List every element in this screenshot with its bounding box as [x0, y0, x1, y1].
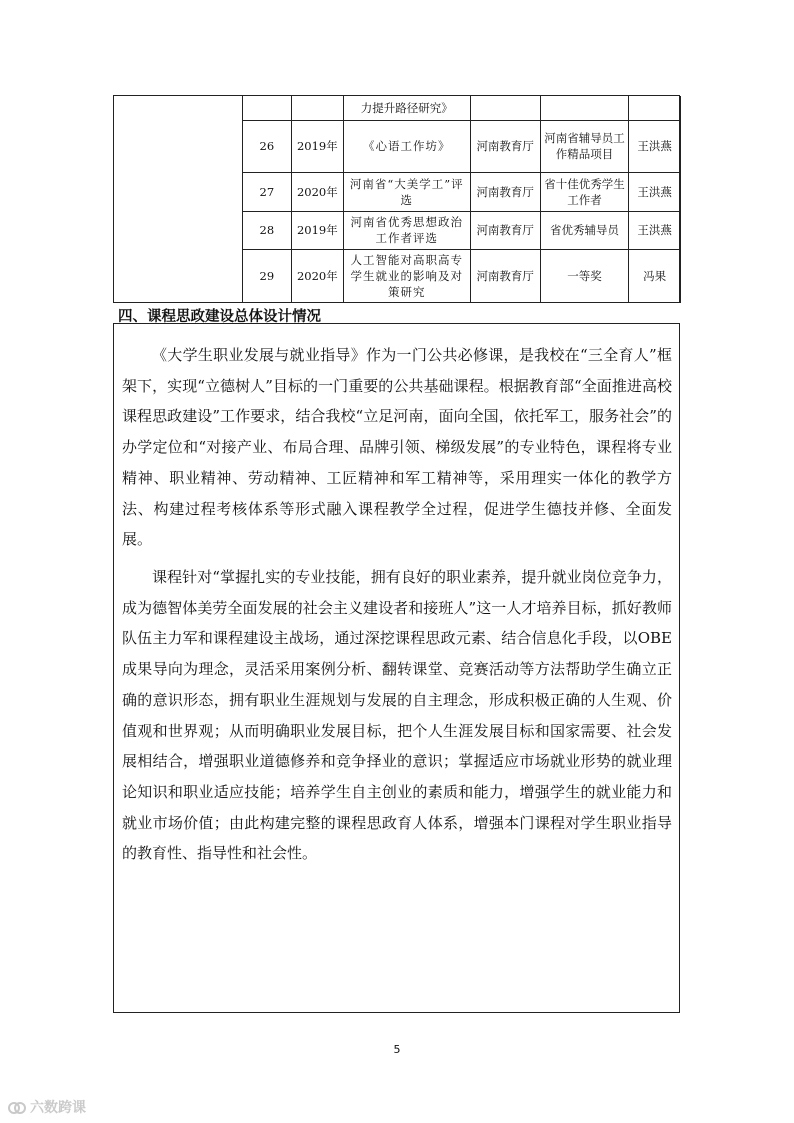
issuer-cell: 河南教育厅: [470, 211, 540, 249]
row-number: 27: [243, 172, 291, 211]
person-cell: 王洪燕: [629, 211, 680, 249]
issuer-cell: 河南教育厅: [470, 249, 540, 303]
name-cell: 河南省优秀思想政治工作者评选: [343, 211, 470, 249]
watermark-text: 六数跨课: [30, 1100, 86, 1116]
design-description-box: [113, 323, 680, 1013]
issuer-cell: 河南教育厅: [470, 120, 540, 172]
name-cell: 人工智能对高职高专学生就业的影响及对策研究: [343, 249, 470, 303]
award-cell: 一等奖: [540, 249, 628, 303]
name-cell: 力提升路径研究》: [343, 96, 470, 120]
name-cell: 《心语工作坊》: [343, 120, 470, 172]
name-cell: 河南省“大美学工”评选: [343, 172, 470, 211]
year-cell: 2019年: [291, 120, 343, 172]
year-cell: 2019年: [291, 211, 343, 249]
row-number: 28: [243, 211, 291, 249]
watermark-logo-icon: [8, 1101, 26, 1115]
table-row: [243, 96, 680, 120]
page-number: 5: [393, 1043, 401, 1056]
award-cell: 省优秀辅导员: [540, 211, 628, 249]
table-row: [243, 211, 680, 249]
section-title: 四、课程思政建设总体设计情况: [118, 309, 321, 325]
paragraph-1: 《大学生职业发展与就业指导》作为一门公共必修课，是我校在“三全育人”框架下，实现“立德树人”目标的一门重要的公共基础课程。根据教育部“全面推进高校课程思政建设”工作要求，结合我校“立足河南，面向全国，依托军工，服务社会”的办学定位和“对接产业、布局合理、品牌引领、梯级发展”的专业特色，课程将专业精神、职业精神、劳动精神、工匠精神和军工精神等，采用理实一体化的教学方法、构建过程考核体系等形式融入课程教学全过程，促进学生德技并修、全面发展。: [122, 346, 672, 549]
year-cell: 2020年: [291, 172, 343, 211]
award-cell: 省十佳优秀学生工作者: [540, 172, 628, 211]
awards-table-container: [113, 95, 680, 303]
person-cell: 王洪燕: [629, 172, 680, 211]
awards-table: [242, 96, 681, 303]
issuer-cell: 河南教育厅: [470, 172, 540, 211]
year-cell: 2020年: [291, 249, 343, 303]
award-cell: 河南省辅导员工作精品项目: [540, 120, 628, 172]
table-row: [243, 172, 680, 211]
person-cell: 冯果: [629, 249, 680, 303]
row-number: 29: [243, 249, 291, 303]
person-cell: 王洪燕: [629, 120, 680, 172]
table-row: [243, 120, 680, 172]
watermark: [8, 1097, 86, 1117]
table-row: [243, 249, 680, 303]
row-number: 26: [243, 120, 291, 172]
paragraph-2: 课程针对“掌握扎实的专业技能，拥有良好的职业素养，提升就业岗位竞争力，成为德智体美劳全面发展的社会主义建设者和接班人”这一人才培养目标，抓好教师队伍主力军和课程建设主战场，通过深挖课程思政元素、结合信息化手段，以OBE成果导向为理念，灵活采用案例分析、翻转课堂、竞赛活动等方法帮助学生确立正确的意识形态，拥有职业生涯规划与发展的自主理念，形成积极正确的人生观、价值观和世界观；从而明确职业发展目标，把个人生涯发展目标和国家需要、社会发展相结合，增强职业道德修养和竞争择业的意识；掌握适应市场就业形势的就业理论知识和职业适应技能；培养学生自主创业的素质和能力，增强学生的就业能力和就业市场价值；由此构建完整的课程思政育人体系，增强本门课程对学生职业指导的教育性、指导性和社会性。: [122, 568, 672, 863]
